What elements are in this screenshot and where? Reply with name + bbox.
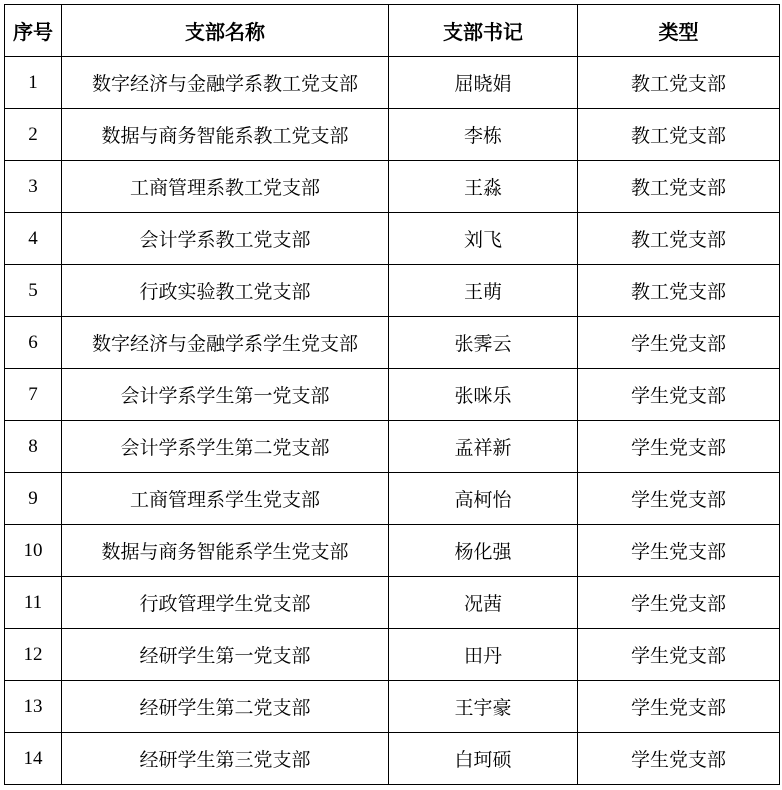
cell-secretary: 杨化强	[389, 525, 578, 577]
cell-branch-name: 会计学系学生第二党支部	[62, 421, 389, 473]
cell-secretary: 刘飞	[389, 213, 578, 265]
cell-branch-name: 行政管理学生党支部	[62, 577, 389, 629]
cell-branch-name: 经研学生第一党支部	[62, 629, 389, 681]
cell-type: 学生党支部	[578, 525, 780, 577]
cell-secretary: 况茜	[389, 577, 578, 629]
cell-type: 学生党支部	[578, 629, 780, 681]
cell-branch-name: 会计学系学生第一党支部	[62, 369, 389, 421]
cell-branch-name: 数字经济与金融学系学生党支部	[62, 317, 389, 369]
cell-secretary: 高柯怡	[389, 473, 578, 525]
cell-branch-name: 工商管理系教工党支部	[62, 161, 389, 213]
table-header	[5, 5, 780, 57]
table-body	[5, 57, 780, 785]
cell-index: 2	[5, 109, 62, 161]
cell-secretary: 张咪乐	[389, 369, 578, 421]
table-row	[5, 161, 780, 213]
cell-index: 5	[5, 265, 62, 317]
table-row	[5, 213, 780, 265]
table-row	[5, 733, 780, 785]
cell-type: 学生党支部	[578, 317, 780, 369]
table-row	[5, 525, 780, 577]
cell-secretary: 孟祥新	[389, 421, 578, 473]
cell-branch-name: 工商管理系学生党支部	[62, 473, 389, 525]
cell-index: 11	[5, 577, 62, 629]
party-branch-table	[4, 4, 780, 785]
cell-secretary: 白珂硕	[389, 733, 578, 785]
table-row	[5, 629, 780, 681]
cell-type: 学生党支部	[578, 369, 780, 421]
table-row	[5, 681, 780, 733]
cell-index: 3	[5, 161, 62, 213]
cell-type: 学生党支部	[578, 421, 780, 473]
cell-secretary: 王萌	[389, 265, 578, 317]
cell-secretary: 屈晓娟	[389, 57, 578, 109]
cell-index: 6	[5, 317, 62, 369]
cell-secretary: 田丹	[389, 629, 578, 681]
cell-type: 学生党支部	[578, 733, 780, 785]
cell-secretary: 王淼	[389, 161, 578, 213]
table-row	[5, 473, 780, 525]
cell-secretary: 张霁云	[389, 317, 578, 369]
cell-secretary: 王宇豪	[389, 681, 578, 733]
party-branch-table-container	[4, 4, 780, 785]
cell-branch-name: 经研学生第二党支部	[62, 681, 389, 733]
cell-branch-name: 数据与商务智能系教工党支部	[62, 109, 389, 161]
cell-index: 1	[5, 57, 62, 109]
cell-index: 12	[5, 629, 62, 681]
cell-branch-name: 数字经济与金融学系教工党支部	[62, 57, 389, 109]
cell-type: 学生党支部	[578, 577, 780, 629]
table-row	[5, 317, 780, 369]
cell-type: 教工党支部	[578, 109, 780, 161]
header-type: 类型	[578, 5, 780, 57]
cell-index: 9	[5, 473, 62, 525]
cell-index: 10	[5, 525, 62, 577]
cell-index: 4	[5, 213, 62, 265]
cell-index: 7	[5, 369, 62, 421]
cell-index: 14	[5, 733, 62, 785]
cell-index: 8	[5, 421, 62, 473]
table-row	[5, 109, 780, 161]
cell-type: 学生党支部	[578, 681, 780, 733]
table-row	[5, 369, 780, 421]
table-row	[5, 577, 780, 629]
cell-type: 教工党支部	[578, 57, 780, 109]
cell-branch-name: 数据与商务智能系学生党支部	[62, 525, 389, 577]
cell-type: 学生党支部	[578, 473, 780, 525]
cell-branch-name: 会计学系教工党支部	[62, 213, 389, 265]
cell-index: 13	[5, 681, 62, 733]
table-row	[5, 421, 780, 473]
header-branch-name: 支部名称	[62, 5, 389, 57]
cell-type: 教工党支部	[578, 161, 780, 213]
cell-type: 教工党支部	[578, 265, 780, 317]
cell-branch-name: 经研学生第三党支部	[62, 733, 389, 785]
header-secretary: 支部书记	[389, 5, 578, 57]
header-index: 序号	[5, 5, 62, 57]
header-row	[5, 5, 780, 57]
table-row	[5, 265, 780, 317]
cell-secretary: 李栋	[389, 109, 578, 161]
cell-branch-name: 行政实验教工党支部	[62, 265, 389, 317]
table-row	[5, 57, 780, 109]
cell-type: 教工党支部	[578, 213, 780, 265]
